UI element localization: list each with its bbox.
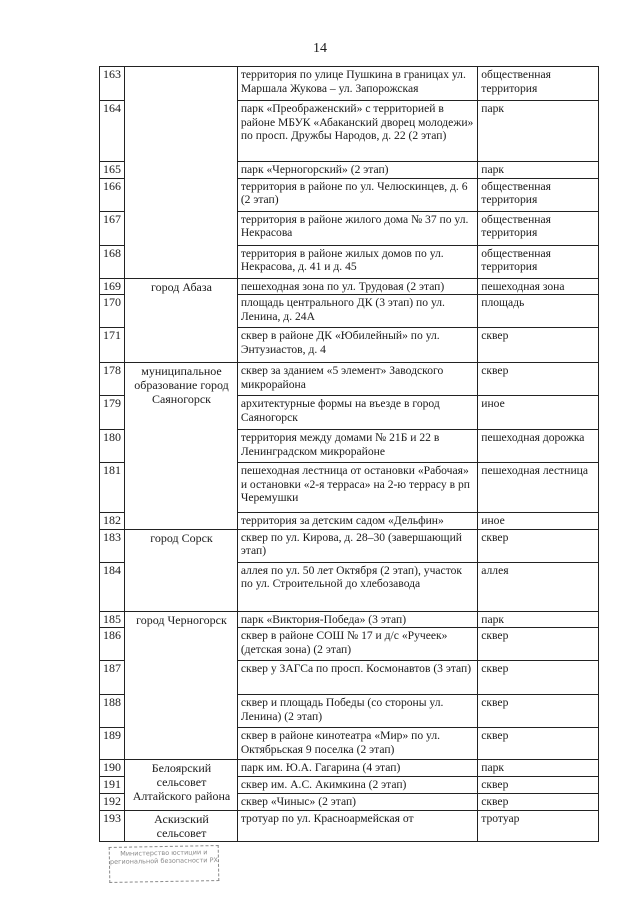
row-number: 167	[100, 211, 125, 245]
row-number: 189	[100, 728, 125, 760]
municipality-cell: муниципальное образование город Саяногорск	[125, 363, 238, 530]
municipality-cell: Аскизский сельсовет	[125, 811, 238, 842]
object-type: сквер	[478, 628, 599, 661]
row-number: 170	[100, 295, 125, 328]
row-number: 171	[100, 328, 125, 363]
row-number: 182	[100, 513, 125, 530]
object-name: территория в районе по ул. Челюскинцев, д. 6 (2 этап)	[237, 178, 477, 211]
object-type: сквер	[478, 529, 599, 562]
object-type: общественная территория	[478, 67, 599, 101]
object-name: сквер «Чиныс» (2 этап)	[237, 794, 477, 811]
object-type: парк	[478, 101, 599, 162]
object-type: сквер	[478, 794, 599, 811]
object-name: парк «Черногорский» (2 этап)	[237, 162, 477, 179]
row-number: 188	[100, 695, 125, 728]
row-number: 163	[100, 67, 125, 101]
registration-stamp	[109, 845, 220, 883]
object-name: территория по улице Пушкина в границах ул. Маршала Жукова – ул. Запорожская	[237, 67, 477, 101]
object-name: территория в районе жилого дома № 37 по ул. Некрасова	[237, 211, 477, 245]
page-number: 14	[313, 41, 327, 56]
object-type: пешеходная дорожка	[478, 430, 599, 463]
stamp-text: Министерство юстиции и региональной безопасности РХ	[109, 848, 218, 866]
municipality-cell: Белоярский сельсовет Алтайского района	[125, 760, 238, 811]
object-name: территория между домами № 21Б и 22 в Ленинградском микрорайоне	[237, 430, 477, 463]
object-type: сквер	[478, 777, 599, 794]
table-row	[100, 67, 599, 101]
object-name: сквер в районе СОШ № 17 и д/с «Ручеек» (детская зона) (2 этап)	[237, 628, 477, 661]
object-type: площадь	[478, 295, 599, 328]
object-name: архитектурные формы на въезде в город Саяногорск	[237, 396, 477, 430]
object-type: сквер	[478, 363, 599, 396]
object-type: общественная территория	[478, 211, 599, 245]
row-number: 165	[100, 162, 125, 179]
object-type: аллея	[478, 562, 599, 611]
object-name: сквер и площадь Победы (со стороны ул. Ленина) (2 этап)	[237, 695, 477, 728]
object-name: тротуар по ул. Красноармейская от	[237, 811, 477, 842]
row-number: 168	[100, 245, 125, 278]
object-name: сквер по ул. Кирова, д. 28–30 (завершающий этап)	[237, 529, 477, 562]
row-number: 164	[100, 101, 125, 162]
row-number: 169	[100, 278, 125, 295]
table-row	[100, 611, 599, 628]
object-name: парк «Преображенский» с территорией в районе МБУК «Абаканский дворец молодежи» по просп. Дружбы Народов, д. 22 (2 этап)	[237, 101, 477, 162]
row-number: 192	[100, 794, 125, 811]
object-name: сквер в районе ДК «Юбилейный» по ул. Энтузиастов, д. 4	[237, 328, 477, 363]
table-row	[100, 760, 599, 777]
object-type: сквер	[478, 328, 599, 363]
object-type: сквер	[478, 695, 599, 728]
row-number: 190	[100, 760, 125, 777]
row-number: 187	[100, 661, 125, 695]
object-type: общественная территория	[478, 178, 599, 211]
table-row	[100, 529, 599, 562]
object-name: сквер в районе кинотеатра «Мир» по ул. Октябрьская 9 поселка (2 этап)	[237, 728, 477, 760]
row-number: 186	[100, 628, 125, 661]
municipality-cell	[125, 67, 238, 279]
object-type: тротуар	[478, 811, 599, 842]
municipality-cell: город Сорск	[125, 529, 238, 611]
object-name: пешеходная зона по ул. Трудовая (2 этап)	[237, 278, 477, 295]
object-type: пешеходная зона	[478, 278, 599, 295]
table-row	[100, 278, 599, 295]
row-number: 166	[100, 178, 125, 211]
object-type: парк	[478, 162, 599, 179]
municipality-cell: город Абаза	[125, 278, 238, 363]
object-type: иное	[478, 513, 599, 530]
table-row	[100, 811, 599, 842]
object-name: территория за детским садом «Дельфин»	[237, 513, 477, 530]
object-name: парк «Виктория-Победа» (3 этап)	[237, 611, 477, 628]
object-type: парк	[478, 760, 599, 777]
object-name: парк им. Ю.А. Гагарина (4 этап)	[237, 760, 477, 777]
object-name: площадь центрального ДК (3 этап) по ул. Ленина, д. 24А	[237, 295, 477, 328]
municipality-cell: город Черногорск	[125, 611, 238, 760]
object-type: парк	[478, 611, 599, 628]
row-number: 191	[100, 777, 125, 794]
object-name: сквер им. А.С. Акимкина (2 этап)	[237, 777, 477, 794]
row-number: 183	[100, 529, 125, 562]
object-type: иное	[478, 396, 599, 430]
row-number: 178	[100, 363, 125, 396]
table-row	[100, 363, 599, 396]
row-number: 184	[100, 562, 125, 611]
object-type: сквер	[478, 728, 599, 760]
row-number: 181	[100, 463, 125, 513]
object-name: территория в районе жилых домов по ул. Некрасова, д. 41 и д. 45	[237, 245, 477, 278]
row-number: 180	[100, 430, 125, 463]
object-name: сквер у ЗАГСа по просп. Космонавтов (3 этап)	[237, 661, 477, 695]
row-number: 185	[100, 611, 125, 628]
object-type: пешеходная лестница	[478, 463, 599, 513]
row-number: 193	[100, 811, 125, 842]
improvement-objects-table	[99, 66, 599, 842]
object-name: аллея по ул. 50 лет Октября (2 этап), участок по ул. Строительной до хлебозавода	[237, 562, 477, 611]
object-type: общественная территория	[478, 245, 599, 278]
object-type: сквер	[478, 661, 599, 695]
object-name: пешеходная лестница от остановки «Рабочая» и остановки «2-я терраса» на 2-ю террасу в рп Черемушки	[237, 463, 477, 513]
object-name: сквер за зданием «5 элемент» Заводского микрорайона	[237, 363, 477, 396]
row-number: 179	[100, 396, 125, 430]
